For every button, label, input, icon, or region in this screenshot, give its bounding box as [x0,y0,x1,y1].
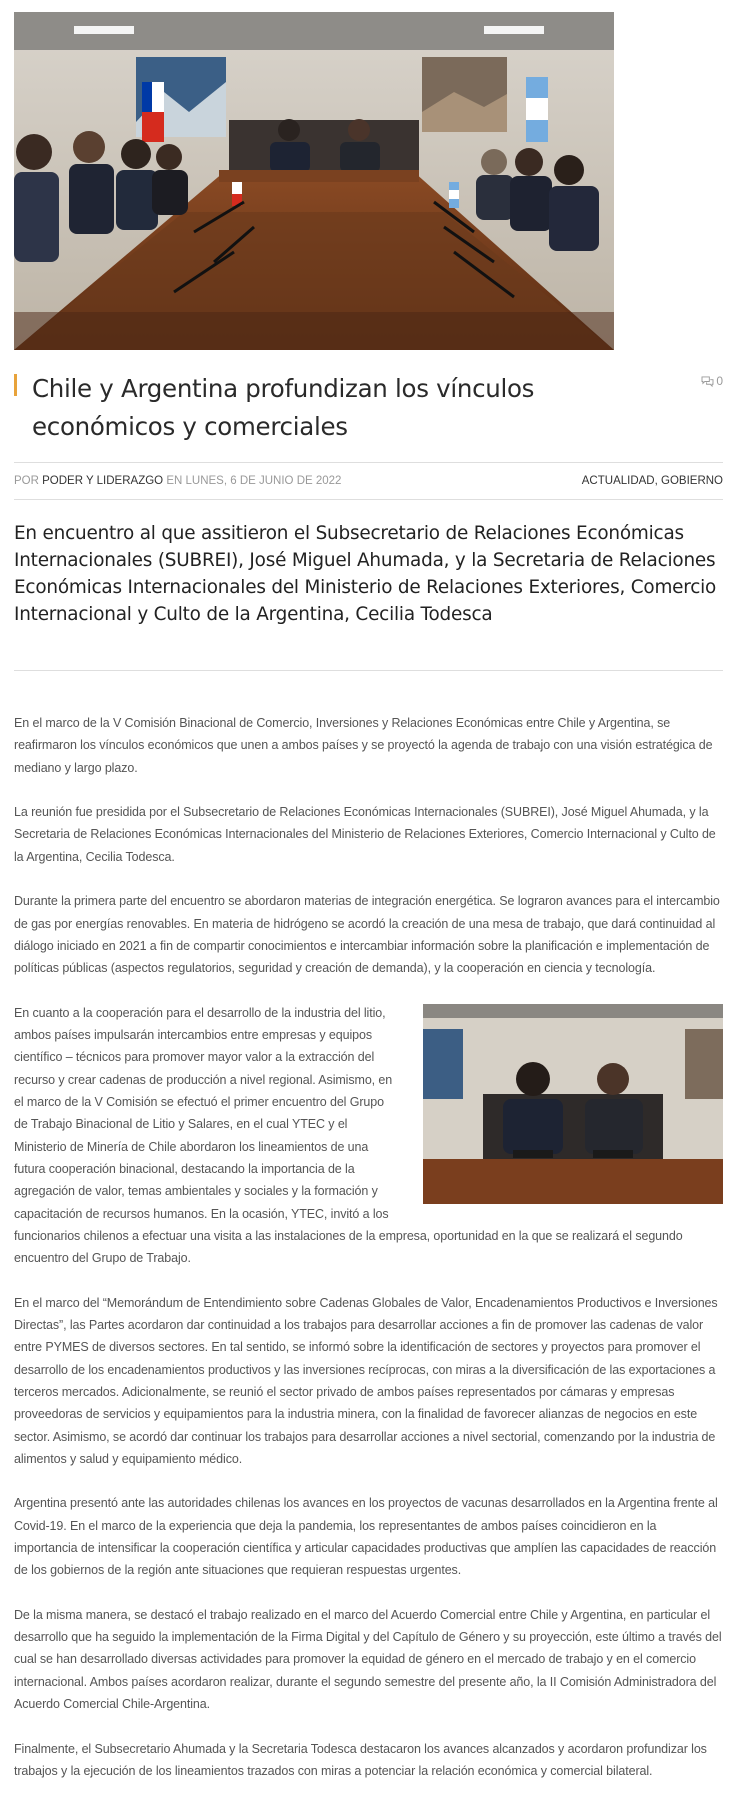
article-title: Chile y Argentina profundizan los vínculos económicos y comerciales [32,374,535,441]
comment-count: 0 [716,374,723,388]
officials-photo [423,1004,723,1204]
inline-image [423,1004,723,1204]
paragraph-2: La reunión fue presidida por el Subsecretario de Relaciones Económicas Internacionales (SUBREI), José Miguel Ahumada, y la Secretaria de Relaciones Económicas Internacionales del Ministerio de Relaciones Exteriores, Comercio Internacional y Culto de la Argentina, Cecilia Todesca. [14,805,716,864]
by-prefix: POR [14,475,39,487]
paragraph-4: En cuanto a la cooperación para el desarrollo de la industria del litio, ambos países impulsarán intercambios entre empresas y equipos científico – técnicos para promover mayor valor a la extracción del recurso y crear cadenas de producción a nivel regional. Asimismo, en el marco de la V Comisión se efectuó el primer encuentro del Grupo de Trabajo Binacional de Litio y Salares, en el cual YTEC y el Ministerio de Minería de Chile abordaron los lineamientos de una futura cooperación binacional, destacando la importancia de la agregación de valor, temas ambientales y sociales y la formación y capacitación de recursos humanos. En la ocasión, YTEC, invitó a los funcionarios chilenos a efectuar una visita a las instalaciones de la empresa, oportunidad en la que se realizará el segundo encuentro del Grupo de Trabajo. [14,1005,683,1266]
article-body [14,712,723,1805]
paragraph-6: Argentina presentó ante las autoridades chilenas los avances en los proyectos de vacunas desarrollados en la Argentina frente al Covid-19. En el marco de la experiencia que deja la pandemia, los representantes de ambos países coincidieron en la importancia de intensificar la cooperación científica y articular capacidades productivas que amplíen las capacidades de reacción de los gobiernos de la región ante situaciones que requieran respuestas urgentes. [14,1496,718,1578]
category-link-actualidad[interactable]: ACTUALIDAD [581,475,655,487]
article-lead: En encuentro al que assitieron el Subsecretario de Relaciones Económicas Internacionales (SUBREI), José Miguel Ahumada, y la Secretaria de Relaciones Económicas Internacionales del Ministerio de Relaciones Exteriores, Comercio Internacional y Culto de la Argentina, Cecilia Todesca [14,523,717,625]
paragraph-7: De la misma manera, se destacó el trabajo realizado en el marco del Acuerdo Comercial entre Chile y Argentina, en particular el desarrollo que ha seguido la implementación de la Firma Digital y del Capítulo de Género y su proyección, este último a través del cual se han desarrollado diversas actividades para promover la equidad de género en el mercado de trabajo y en el comercio internacional. Ambos países acordaron realizar, durante el segundo semestre del presente año, la II Comisión Administradora del Acuerdo Comercial Chile-Argentina. [14,1607,722,1712]
meeting-photo [14,12,614,350]
article-meta [14,462,723,500]
publish-date: EN LUNES, 6 DE JUNIO DE 2022 [166,475,342,487]
hero-image [14,12,614,350]
paragraph-3: Durante la primera parte del encuentro se abordaron materias de integración energética. Se lograron avances para el intercambio de gas por energías renovables. En materia de hidrógeno se acordó la creación de una mesa de trabajo, que dará continuidad al diálogo iniciado en 2021 a fin de compartir conocimientos e intercambiar información sobre la planificación e implementación de políticas públicas (aspectos regulatorios, seguridad y creación de demanda), y la cooperación en ciencia y tecnología. [14,894,720,976]
meta-categories: ACTUALIDAD, GOBIERNO [581,475,723,487]
divider [14,670,723,671]
paragraph-8: Finalmente, el Subsecretario Ahumada y la Secretaria Todesca destacaron los avances alcanzados y acordaron profundizar los trabajos y la ejecución de los lineamientos trazados con miras a potenciar la relación económica y comercial bilateral. [14,1741,707,1778]
title-accent-bar [14,374,17,396]
paragraph-5: En el marco del “Memorándum de Entendimiento sobre Cadenas Globales de Valor, Encadenamientos Productivos e Inversiones Directas”, las Partes acordaron dar continuidad a los trabajos para desarrollar acciones a fin de promover las cadenas de valor entre PYMES de diversos sectores. En tal sentido, se informó sobre la identificación de sectores y proyectos para promover el desarrollo de los encadenamientos productivos y las inversiones recíprocas, con miras a la diversificación de las exportaciones a terceros mercados. Adicionalmente, se reunió el sector privado de ambos países representados por cámaras y empresas proveedoras de servicios y equipamientos para la industria minera, con la finalidad de favorecer alianzas de negocios en este sector. Asimismo, se acordó dar continuar los trabajos para desarrollar acciones a nivel sectorial, comenzando por la industria de alimentos y salud y equipamiento médico. [14,1295,718,1466]
meta-left [14,475,341,487]
comments-link[interactable] [701,374,723,388]
article-header [14,370,723,446]
category-link-gobierno[interactable]: GOBIERNO [661,475,723,487]
speech-bubbles-icon [701,376,714,387]
author-link[interactable]: PODER Y LIDERAZGO [42,475,164,487]
paragraph-1: En el marco de la V Comisión Binacional de Comercio, Inversiones y Relaciones Económicas entre Chile y Argentina, se reafirmaron los vínculos económicos que unen a ambos países y se proyectó la agenda de trabajo con una visión estratégica de mediano y largo plazo. [14,716,713,775]
